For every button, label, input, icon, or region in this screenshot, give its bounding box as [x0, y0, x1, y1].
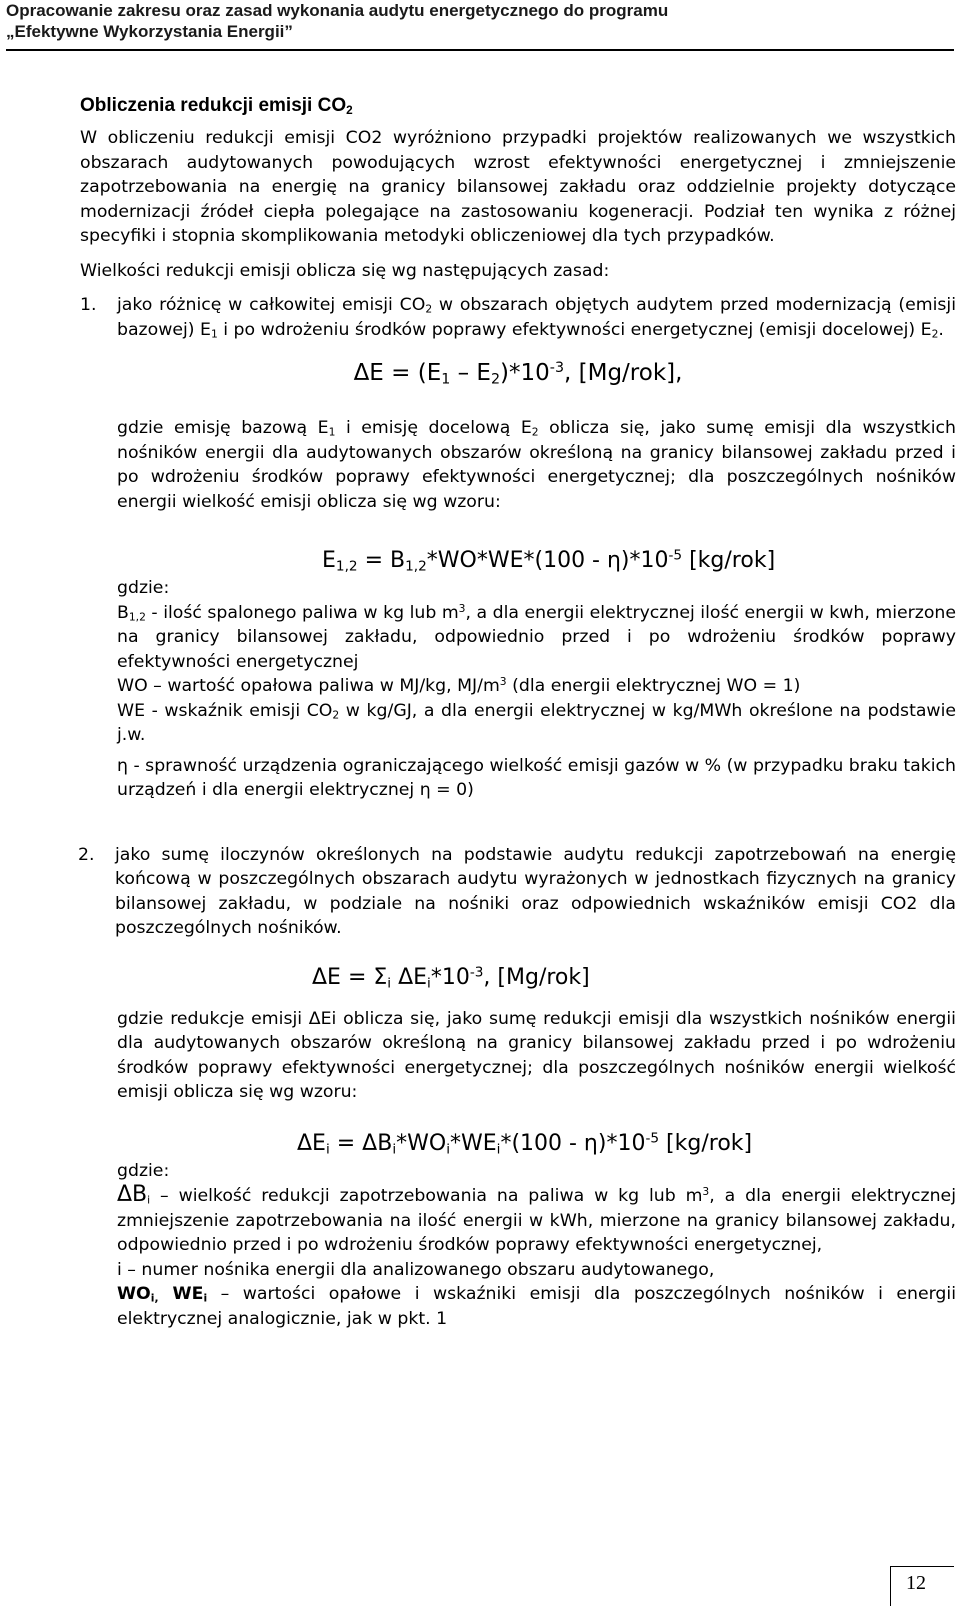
page-number: 12 — [906, 1572, 926, 1594]
item2-description: gdzie redukcje emisji ΔEi oblicza się, jako sumę redukcji emisji dla wszystkich nośników energii dla audytowanych obszarów określoną na granicy bilansowej zakładu przed i po wdrożeniu środków poprawy efektywności energetycznej; dla poszczególnych nośników energii wielkość emisji oblicza się wg wzoru: — [117, 1008, 956, 1102]
definition-we: WE - wskaźnik emisji $CO_2$ w kg/GJ, a dla energii elektrycznej w kg/MWh określone na podstawie j.w. — [117, 700, 956, 745]
definition-eta: η - sprawność urządzenia ograniczającego wielkość emisji gazów w % (w przypadku braku takich urządzeń i dla energii elektrycznej η = 0) — [117, 755, 956, 800]
item2-text: jako sumę iloczynów określonych na podstawie audytu redukcji zapotrzebowań na energię końcową w poszczególnych obszarach audytu wyrażonych w jednostkach fizycznych na granicy bilansowej zakładu, w podziale na nośniki oraz odpowiednich wskaźników emisji CO2 dla poszczególnych nośników. — [115, 844, 956, 938]
formula-delta-e-sum: $\Delta E = \Sigma_i$ $\Delta E_i*10^{-3}$, [Mg/rok] — [312, 964, 590, 991]
item1-text: jako różnicę w całkowitej emisji $CO_2$ w obszarach objętych audytem przed modernizacją (emisji bazowej) $E_1$ i po wdrożeniu środków poprawy efektywności energetycznej (emisji docelowej) $E_2$. — [117, 295, 956, 341]
formula-e12: $E_{1,2} = B_{1,2}*WO*WE*(100 - \eta)*10^{-5}$ [kg/rok] — [322, 547, 776, 575]
definition-i: i – numer nośnika energii dla analizowanego obszaru audytowanego, — [117, 1259, 715, 1280]
where-label: gdzie: — [117, 578, 170, 598]
document-body — [80, 94, 956, 1331]
list-number: 1. — [80, 295, 97, 315]
intro-paragraph: W obliczeniu redukcji emisji CO2 wyróżniono przypadki projektów realizowanych we wszystkich obszarach audytowanych powodujących wzrost efektywności energetycznej i zmniejszenie zapotrzebowania na energię na granicy bilansowej zakładu oraz oddzielnie projekty dotyczące modernizacji źródeł ciepła polegające na zastosowaniu kogeneracji. Podział ten wynika z różnej specyfiki i stopnia skomplikowania metodyki obliczeniowej dla tych przypadków. — [80, 128, 956, 246]
formula-delta-e: $\Delta E = (E_1 - E_2)*10^{-3}$, [Mg/rok], — [353, 360, 683, 388]
rule-sentence: Wielkości redukcji emisji oblicza się wg następujących zasad: — [80, 260, 610, 281]
definition-delta-b: $\Delta B_i$ – wielkość redukcji zapotrzebowania na paliwa w kg lub $m^3$, a dla energii elektrycznej zmniejszenie zapotrzebowania na ilość energii w kWh, mierzone na granicy bilansowej zakładu, odpowiednio przed i po wdrożeniu środków poprawy efektywności energetycznej, — [117, 1182, 956, 1255]
formula-delta-ei: $\Delta E_i = \Delta B_i*WO_i*WE_i*(100 - \eta)*10^{-5}$ [kg/rok] — [297, 1130, 753, 1157]
definition-wo: WO – wartość opałowa paliwa w MJ/kg, $MJ/m^3$ (dla energii elektrycznej WO = 1) — [117, 675, 801, 696]
header-rule — [6, 49, 954, 51]
header-line-1: Opracowanie zakresu oraz zasad wykonania audytu energetycznego do programu — [6, 1, 669, 20]
page-number-rule — [890, 1566, 954, 1567]
where-label-2: gdzie: — [117, 1160, 170, 1181]
header-line-2: „Efektywne Wykorzystania Energii” — [6, 22, 293, 41]
item1-description: gdzie emisję bazową $E_1$ i emisję docelową $E_2$ oblicza się, jako sumę emisji dla wszystkich nośników energii dla audytowanych obszarów określoną na granicy bilansowej zakładu przed i po wdrożeniu środków poprawy efektywności energetycznej; dla poszczególnych nośników energii wielkość emisji oblicza się wg wzoru: — [117, 418, 957, 512]
definition-wo-we: $WO_{i,}$ $WE_i$ – wartości opałowe i wskaźniki emisji dla poszczególnych nośników i energii elektrycznej analogicznie, jak w pkt. 1 — [117, 1284, 956, 1329]
page-number-rule-vertical — [890, 1566, 891, 1606]
definition-b: $B_{1,2}$ - ilość spalonego paliwa w kg lub $m^3$, a dla energii elektrycznej ilość energii w kwh, mierzone na granicy bilansowej zakładu, odpowiednio przed i po wdrożeniu środków poprawy efektywności energetycznej — [117, 601, 956, 672]
list-item-1 — [80, 293, 956, 342]
list-item-2 — [78, 843, 956, 941]
page-header — [6, 0, 954, 42]
section-title: Obliczenia redukcji emisji $CO_2$ — [80, 95, 353, 117]
list-number: 2. — [78, 844, 95, 865]
